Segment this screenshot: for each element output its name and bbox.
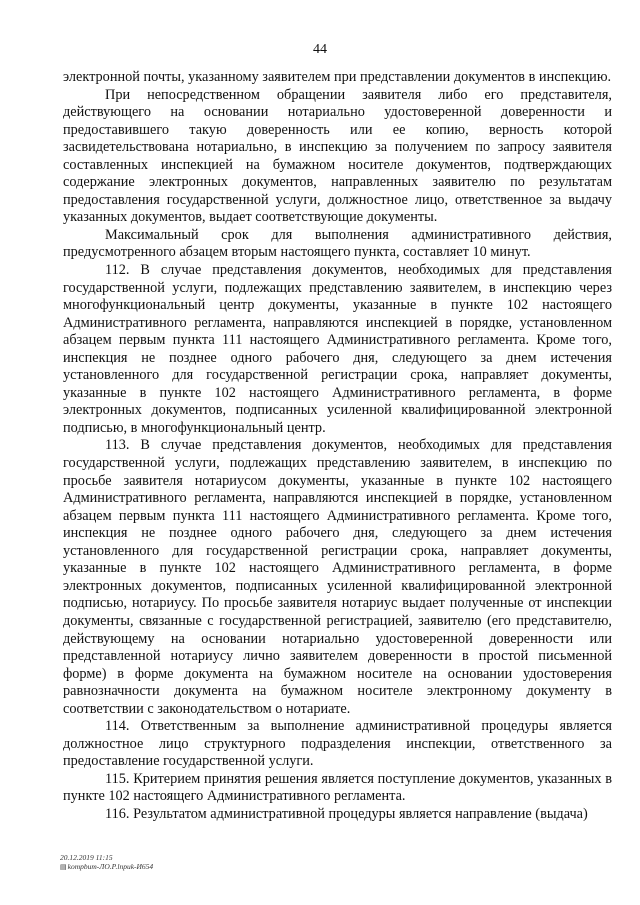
paragraph-2: При непосредственном обращении заявителя либо его представителя, действующего на основании нотариально удостоверенной доверенности и предоставившего такую доверенность или ее копию, верность которой засвидетельствована нотариально, в инспекцию за получением по запросу заявителя составленных инспекцией на бумажном носителе документов, подтверждающих содержание электронных документов, направленных заявителю по результатам предоставления государственной услуги, должностное лицо, ответственное за выдачу указанных документов, выдает соответствующие документы. xyxy=(63,86,612,226)
paragraph-112: 112. В случае представления документов, необходимых для представления государственной услуги, подлежащих представлению заявителем, в инспекцию через многофункциональный центр документы, указанные в пункте 102 настоящего Административного регламента, направляются инспекцией в порядке, установленном абзацем первым пункта 111 настоящего Административного регламента. Кроме того, инспекция не позднее одного рабочего дня, следующего за днем истечения установленного для государственной регистрации срока, направляет документы, указанные в пункте 102 настоящего Административного регламента, в форме электронных документов, подписанных усиленной квалифицированной электронной подписью, в многофункциональный центр. xyxy=(63,262,612,436)
paragraph-115: 115. Критерием принятия решения является поступление документов, указанных в пункте 102 настоящего Административного регламента. xyxy=(63,770,612,805)
file-icon: ▤ xyxy=(60,863,67,871)
document-body xyxy=(63,69,612,824)
paragraph-113: 113. В случае представления документов, необходимых для представления государственной услуги, подлежащих представлению заявителем, в инспекцию по просьбе заявителя нотариусом документы, указанные в пункте 102 настоящего Административного регламента, направляются инспекцией в порядке, установленном абзацем первым пункта 111 настоящего Административного регламента. Кроме того, инспекция не позднее одного рабочего дня, следующего за днем истечения установленного для государственной регистрации срока, направляет документы, указанные в пункте 102 настоящего Административного регламента, в форме электронных документов, подписанных усиленной квалифицированной электронной подписью, нотариусу. По просьбе заявителя нотариус выдает полученные от инспекции документы, связанные с государственной регистрацией, заявителю (его представителю, действующему на основании нотариально удостоверенной доверенности или представленной нотариусу лично заявителем доверенности в простой письменной форме) в форме документа на бумажном носителе на основании удостоверения равнозначности документа на бумажном носителе электронному документу в соответствии с законодательством о нотариате. xyxy=(63,437,612,717)
paragraph-116: 116. Результатом административной процедуры является направление (выдача) xyxy=(105,805,588,822)
document-footer xyxy=(60,853,153,872)
paragraph-3: Максимальный срок для выполнения административного действия, предусмотренного абзацем вторым настоящего пункта, составляет 10 минут. xyxy=(63,226,612,261)
footer-path: kompbum-ЛО.Р.lnpuk-И654 xyxy=(67,862,154,871)
footer-path-line xyxy=(60,862,153,872)
paragraph-114: 114. Ответственным за выполнение административной процедуры является должностное лицо структурного подразделения инспекции, ответственного за предоставление государственной услуги. xyxy=(63,718,612,770)
paragraph-1: электронной почты, указанному заявителем при представлении документов в инспекцию. xyxy=(63,69,612,85)
page-number: 44 xyxy=(313,42,327,57)
footer-date: 20.12.2019 11:15 xyxy=(60,853,113,862)
